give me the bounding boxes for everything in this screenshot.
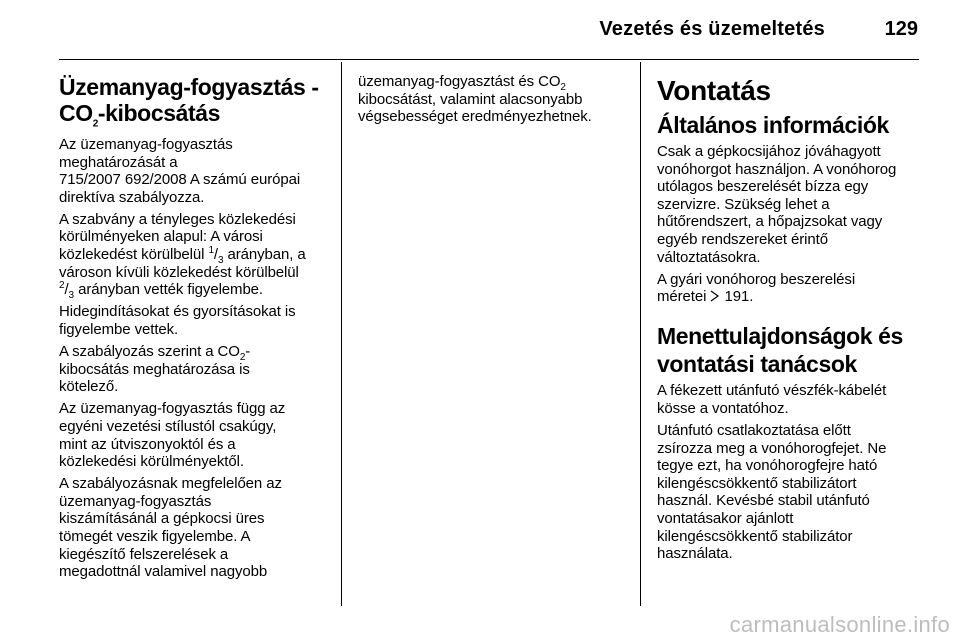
column-1 (59, 60, 329, 585)
chapter-title-towing: Vontatás (657, 75, 771, 106)
paragraph: Az üzemanyag-fogyasztás meghatározását a 715/2007 692/2008 A számú európai direktíva szabályozza. (59, 136, 301, 206)
column-divider-1 (341, 62, 342, 606)
paragraph: A fékezett utánfutó vészfék-kábelét kösse a vontatóhoz. (657, 382, 887, 417)
running-title: Vezetés és üzemeltetés (599, 18, 825, 40)
paragraph: Csak a gépkocsijához jóváhagyott vonóhorgot használjon. A vonóhorog utólagos beszerelését bízza egy szervizre. Szükség lehet a hűtőrendszert, a hőpajzsokat vagy egyéb rendszereket érintő változtatásokra. (657, 143, 897, 266)
page-number: 129 (884, 18, 918, 40)
paragraph: Az üzemanyag-fogyasztás függ az egyéni vezetési stílustól csakúgy, mint az útviszonyoktól és a közlekedési körülményektől. (59, 400, 286, 471)
paragraph: A gyári vonóhorog beszerelési méretei 191. (657, 270, 856, 306)
paragraph: A szabályozásnak megfelelően az üzemanyag-fogyasztás kiszámításánál a gépkocsi üres tömegét veszik figyelembe. A kiegészítő felszerelések a megadottnál valamivel nagyobb (59, 475, 282, 581)
paragraph: A szabályozás szerint a $CO_2-$ kibocsátás meghatározása is kötelező. (59, 343, 251, 396)
column-divider-2 (640, 62, 641, 606)
page-reference-icon (710, 289, 720, 301)
paragraph: Hidegindításokat és gyorsításokat is figyelembe vettek. (59, 303, 296, 338)
section-heading-driving-tips: Menettulajdonságok és vontatási tanácsok (657, 323, 903, 378)
page-header (0, 0, 960, 60)
column-2 (358, 60, 628, 130)
paragraph: Utánfutó csatlakoztatása előtt zsírozza meg a vonóhorogfejet. Ne tegye ezt, ha vonóhorogfejre ható kilengéscsökkentő stabilizátort használ. Kevésbé stabil utánfutó vontatásakor ajánlott kilengéscsökkentő stabilizátor használata. (657, 422, 887, 563)
section-heading-general-info: Általános információk (657, 112, 889, 138)
paragraph: üzemanyag-fogyasztást és $CO_2$ kibocsátást, valamint alacsonyabb végsebességet eredményezhetnek. (358, 73, 592, 126)
section-heading-fuel-consumption: Üzemanyag-fogyasztás - $CO_2$-kibocsátás (59, 74, 319, 130)
column-3 (657, 60, 932, 567)
paragraph: A szabvány a tényleges közlekedési körülményeken alapul: A városi közlekedést körülbelül $^1/_3$ arányban, a városon kívüli közlekedést körülbelül $^2/_3$ arányban vették figyelembe. (59, 210, 306, 302)
page-reference-link[interactable]: 191. (724, 288, 754, 306)
watermark: carmanualsonline.info (729, 612, 950, 637)
